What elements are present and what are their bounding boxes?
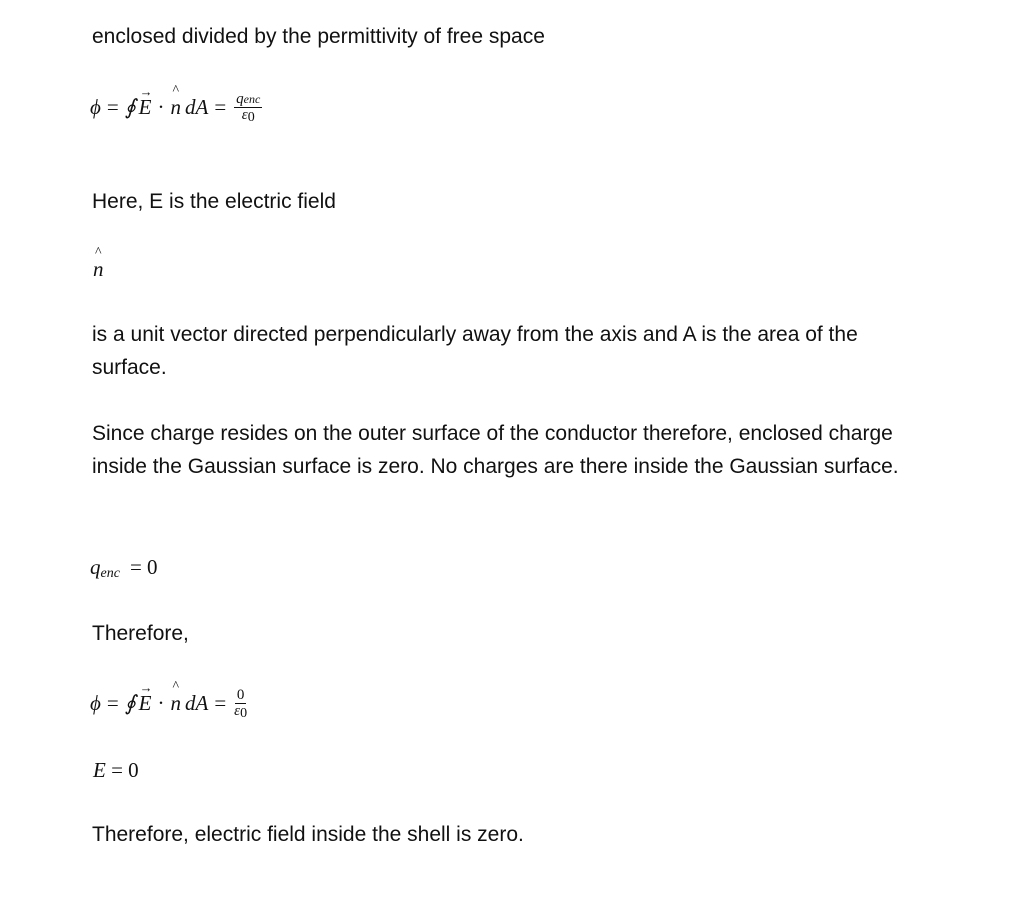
gauss-law-zero-equation xyxy=(90,679,248,721)
zero-over-epsilon-fraction xyxy=(234,688,247,719)
hat-accent-icon: ^ xyxy=(94,245,102,260)
gauss-law-equation xyxy=(90,83,262,125)
equals-sign: = xyxy=(214,95,227,119)
contour-integral-symbol: ∮ xyxy=(124,95,136,119)
text-electric-field: Here, E is the electric field xyxy=(92,190,336,213)
dot-operator: · xyxy=(157,95,165,119)
phi-symbol: ϕ xyxy=(90,95,101,119)
text-conclusion: Therefore, electric field inside the shell is zero. xyxy=(92,823,524,846)
vector-arrow-icon: → xyxy=(139,84,153,99)
phi-symbol: ϕ xyxy=(90,691,101,715)
enc-subscript: enc xyxy=(100,565,120,581)
dot-operator: · xyxy=(157,691,165,715)
vector-e: E → xyxy=(138,680,153,715)
area-element: dA xyxy=(185,691,209,715)
field-zero-equation xyxy=(93,760,139,781)
enclosed-charge-equation xyxy=(90,555,158,581)
unit-vector-n: n ^ xyxy=(170,83,181,119)
text-unit-vector: is a unit vector directed perpendicularly away from the axis and A is the area of the surface. xyxy=(92,323,858,379)
fraction-numerator: qenc xyxy=(236,91,261,107)
fraction-denominator: ε0 xyxy=(241,107,255,125)
unit-vector-n: n ^ xyxy=(170,679,181,715)
vector-arrow-icon: → xyxy=(139,680,153,695)
fraction-denominator: ε0 xyxy=(234,703,248,721)
e-equals-zero: E = 0 xyxy=(93,758,139,782)
equals-zero: = 0 xyxy=(129,555,158,579)
text-therefore: Therefore, xyxy=(92,622,189,645)
fraction-numerator: 0 xyxy=(236,687,245,703)
unit-vector-n: n ^ xyxy=(93,245,104,281)
vector-e: E → xyxy=(138,84,153,119)
equals-sign: = xyxy=(106,691,119,715)
text-permittivity: enclosed divided by the permittivity of free space xyxy=(92,25,545,48)
area-element: dA xyxy=(185,95,209,119)
unit-vector-display xyxy=(93,245,104,281)
charge-over-epsilon-fraction xyxy=(234,92,262,123)
text-charge-resides: Since charge resides on the outer surface of the conductor therefore, enclosed charge inside the Gaussian surface is zero. No charges are there inside the Gaussian surface. xyxy=(92,422,899,478)
contour-integral-symbol: ∮ xyxy=(124,691,136,715)
equals-sign: = xyxy=(214,691,227,715)
q-symbol: q xyxy=(90,555,101,579)
hat-accent-icon: ^ xyxy=(172,83,180,98)
hat-accent-icon: ^ xyxy=(172,679,180,694)
equals-sign: = xyxy=(106,95,119,119)
